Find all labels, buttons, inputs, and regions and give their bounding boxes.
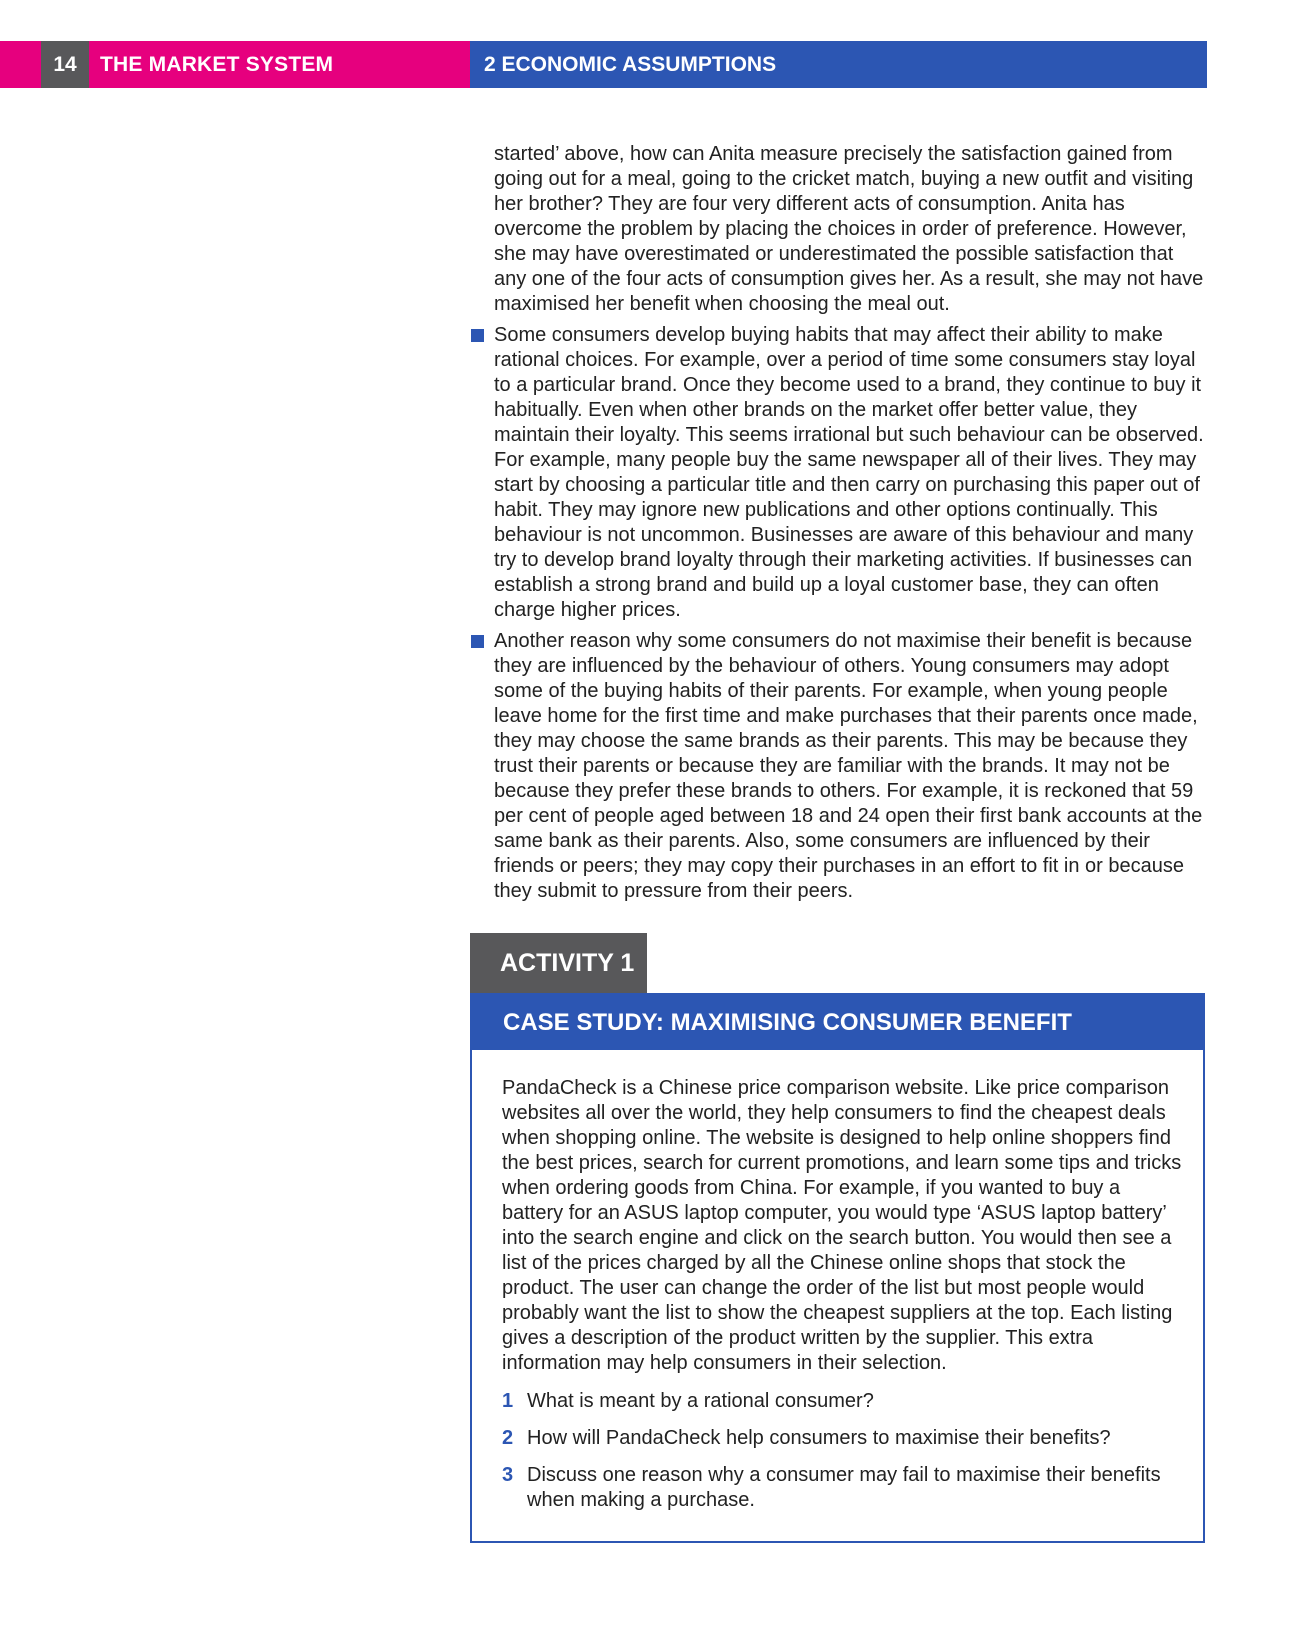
question-item [502,1463,1186,1513]
question-item [502,1389,1186,1414]
question-text: What is meant by a rational consumer? [527,1390,874,1412]
case-study-body [502,1076,1186,1525]
bullet-text: Some consumers develop buying habits that may affect their ability to make rational choices. For example, over a period of time some consumers stay loyal to a particular brand. Once they become used to a brand, they continue to buy it habitually. Even when other brands on the market offer better value, they maintain their loyalty. This seems irrational but such behaviour can be observed. For example, many people buy the same newspaper all of their lives. They may start by choosing a particular title and then carry on purchasing this paper out of habit. They may ignore new publications and other options continually. This behaviour is not uncommon. Businesses are aware of this behaviour and many try to develop brand loyalty through their marketing activities. If businesses can establish a strong brand and build up a loyal customer base, they can often charge higher prices. [494,324,1204,621]
question-list [502,1389,1186,1513]
main-text [494,142,1206,904]
question-number: 2 [502,1427,514,1449]
page-header [0,41,1207,88]
question-number: 1 [502,1390,514,1412]
bullet-item [494,323,1206,623]
question-text: Discuss one reason why a consumer may fail to maximise their benefits when making a purchase. [527,1464,1161,1511]
bullet-text: Another reason why some consumers do not maximise their benefit is because they are influenced by the behaviour of others. Young consumers may adopt some of the buying habits of their parents. For example, when young people leave home for the first time and make purchases that their parents once made, they may choose the same brands as their parents. This may be because they trust their parents or because they are familiar with the brands. It may not be because they prefer these brands to others. For example, it is reckoned that 59 per cent of people aged between 18 and 24 open their first bank accounts at the same bank as their parents. Also, some consumers are influenced by their friends or peers; they may copy their purchases in an effort to fit in or because they submit to pressure from their peers. [494,630,1203,902]
case-study-text: PandaCheck is a Chinese price comparison website. Like price comparison websites all over the world, they help consumers to find the cheapest deals when shopping online. The website is designed to help online shoppers find the best prices, search for current promotions, and learn some tips and tricks when ordering goods from China. For example, if you wanted to buy a battery for an ASUS laptop computer, you would type ‘ASUS laptop battery’ into the search engine and click on the search button. You would then see a list of the prices charged by all the Chinese online shops that stock the product. The user can change the order of the list but most people would probably want the list to show the cheapest suppliers at the top. Each listing gives a description of the product written by the supplier. This extra information may help consumers in their selection. [502,1077,1182,1374]
case-study-box [470,993,1205,1543]
bullet-list [494,323,1206,904]
bullet-item [494,629,1206,904]
activity-tab: ACTIVITY 1 [470,933,647,993]
question-text: How will PandaCheck help consumers to maximise their benefits? [527,1427,1111,1449]
continuation-paragraph: started’ above, how can Anita measure precisely the satisfaction gained from going out for a meal, going to the cricket match, buying a new outfit and visiting her brother? They are four very different acts of consumption. Anita has overcome the problem by placing the choices in order of preference. However, she may have overestimated or underestimated the possible satisfaction that any one of the four acts of consumption gives her. As a result, she may not have maximised her benefit when choosing the meal out. [494,143,1204,315]
bullet-square-icon [471,635,484,648]
bullet-square-icon [471,329,484,342]
chapter-title: 2 ECONOMIC ASSUMPTIONS [484,53,777,76]
page-number: 14 [41,41,89,88]
question-number: 3 [502,1464,514,1486]
case-study-heading: CASE STUDY: MAXIMISING CONSUMER BENEFIT [472,995,1203,1050]
question-item [502,1426,1186,1451]
section-title: THE MARKET SYSTEM [100,53,334,76]
